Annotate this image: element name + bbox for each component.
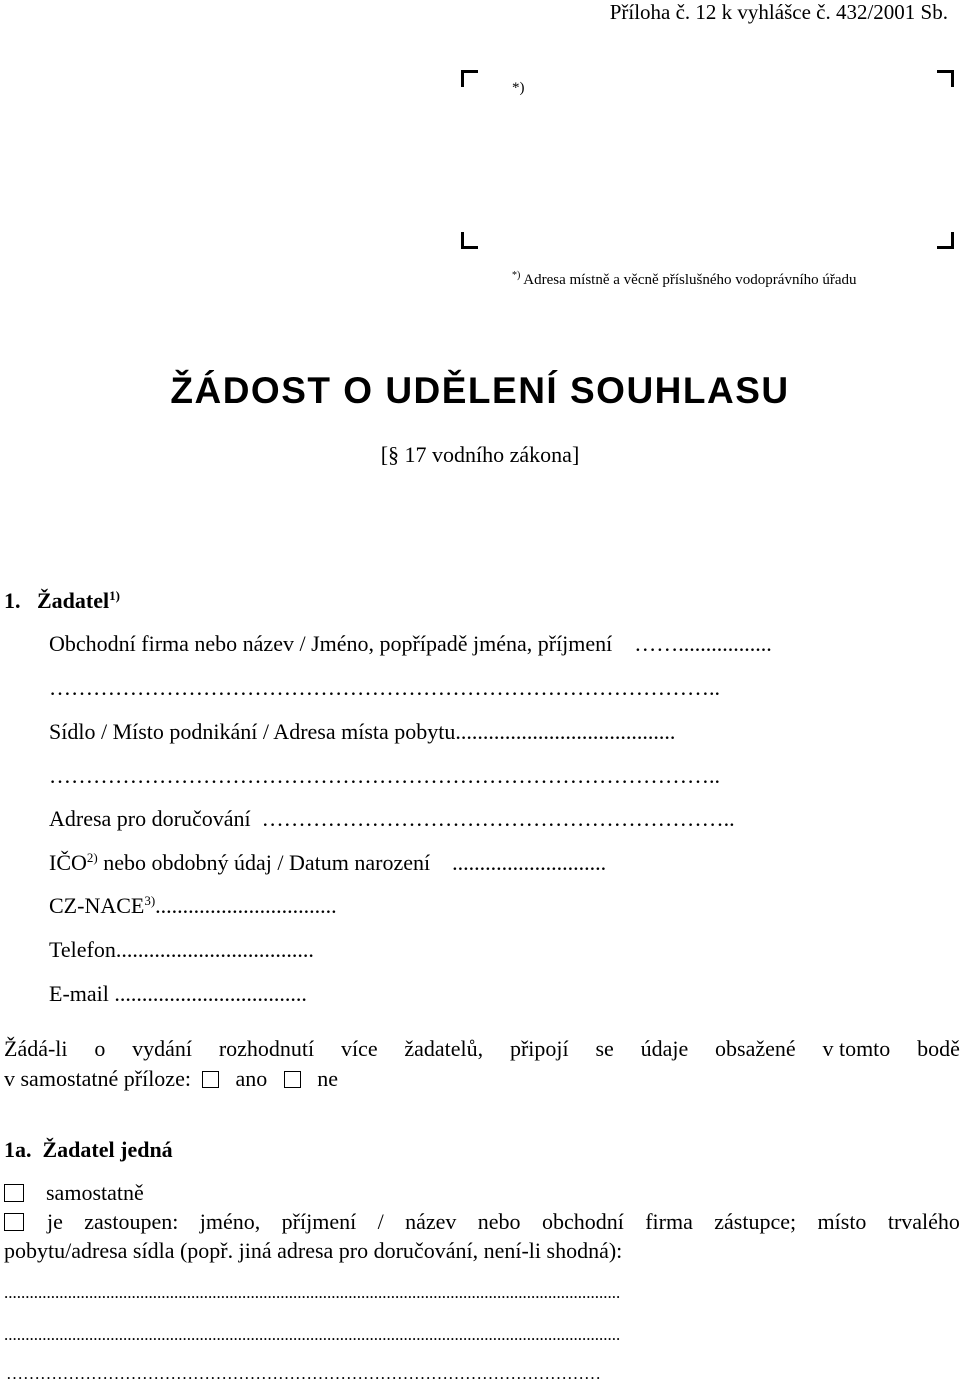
field-registered-address[interactable] [49, 719, 675, 745]
field-label: CZ-NACE [49, 893, 145, 918]
checkbox-represented[interactable] [4, 1213, 24, 1231]
word: připojí [509, 1036, 569, 1061]
word: firma [645, 1209, 693, 1234]
word: vydání [132, 1036, 193, 1061]
word: zastoupen: [84, 1209, 179, 1234]
field-company-id[interactable] [49, 850, 606, 876]
address-box-corner-top-left [461, 70, 478, 87]
section-1-note: 1) [109, 588, 120, 603]
word: je [47, 1209, 63, 1234]
word: zástupce; [714, 1209, 797, 1234]
word: o [94, 1036, 106, 1061]
word: jméno, [199, 1209, 261, 1234]
continuation-line[interactable]: ……………………………………………………………………………….. [49, 675, 720, 700]
word: žadatelů, [404, 1036, 484, 1061]
field-fill[interactable]: ……………………………………………………….. [261, 806, 735, 831]
checkbox-yes[interactable] [202, 1071, 219, 1088]
section-1-title: Žadatel [37, 588, 110, 613]
address-box-corner-bottom-right [937, 232, 954, 249]
checkbox-alone[interactable] [4, 1184, 24, 1202]
word: obchodní [541, 1209, 624, 1234]
footnote-text: Adresa místně a věcně příslušného vodoprávního úřadu [523, 272, 857, 288]
word: trvalého [887, 1209, 960, 1234]
option-alone-row [4, 1180, 144, 1206]
field-cz-nace[interactable] [49, 893, 337, 919]
continuation-line[interactable]: ……………………………………………………………………………….. [49, 763, 720, 788]
word: se [595, 1036, 614, 1061]
represented-start [4, 1209, 63, 1235]
represented-line-1 [4, 1209, 960, 1235]
field-fill[interactable]: ................................. [155, 893, 337, 918]
annex-reference: Příloha č. 12 k vyhlášce č. 432/2001 Sb. [609, 0, 948, 24]
word: název [405, 1209, 457, 1234]
field-label: Sídlo / Místo podnikání / Adresa místa pobytu [49, 719, 456, 744]
section-1-heading [4, 588, 120, 614]
section-1a-heading [4, 1137, 173, 1163]
field-label: nebo obdobný údaj / Datum narození [103, 850, 431, 875]
field-label: E-mail [49, 981, 109, 1006]
section-1-number: 1. [4, 588, 21, 613]
checkbox-yes-label: ano [235, 1066, 268, 1091]
checkbox-no-label: ne [317, 1066, 338, 1091]
word: v tomto [822, 1036, 891, 1061]
page-subtitle: [§ 17 vodního zákona] [380, 442, 580, 467]
word: příjmení [281, 1209, 357, 1234]
word: bodě [917, 1036, 960, 1061]
word: více [340, 1036, 378, 1061]
field-company-name[interactable] [49, 631, 772, 657]
word: rozhodnutí [218, 1036, 315, 1061]
word: v samostatné příloze: [4, 1066, 191, 1091]
word: místo [817, 1209, 867, 1234]
field-note: 2) [86, 850, 98, 865]
word: Žádá-li [4, 1036, 68, 1061]
blank-line-1[interactable]: ................................................................................................................................................. [4, 1283, 621, 1302]
field-label: IČO [49, 850, 87, 875]
multi-applicant-line-1 [4, 1036, 960, 1062]
field-label: Adresa pro doručování [49, 806, 251, 831]
field-phone[interactable] [49, 937, 314, 963]
word: obsažené [715, 1036, 796, 1061]
address-footnote [512, 270, 857, 289]
field-fill[interactable]: ........................................ [455, 719, 676, 744]
word: / [377, 1209, 384, 1234]
address-box-corner-top-right [937, 70, 954, 87]
field-fill[interactable]: .................................... [115, 937, 314, 962]
represented-line-2: pobytu/adresa sídla (popř. jiná adresa pro doručování, není-li shodná): [4, 1238, 623, 1263]
field-email[interactable] [49, 981, 307, 1007]
field-fill[interactable]: ……................. [634, 631, 772, 656]
page-title: ŽÁDOST O UDĚLENÍ SOUHLASU [170, 370, 790, 411]
footnote-mark: *) [512, 270, 521, 281]
word: nebo [477, 1209, 521, 1234]
multi-applicant-line-2 [4, 1066, 960, 1092]
blank-line-3[interactable]: …………………………………………………………………………………………… [6, 1364, 601, 1383]
checkbox-no[interactable] [284, 1071, 301, 1088]
section-1a-number: 1a. [4, 1137, 32, 1162]
option-represented-row [4, 1209, 960, 1264]
field-label: Obchodní firma nebo název / Jméno, popřípadě jména, příjmení [49, 631, 613, 656]
field-fill[interactable]: ................................... [114, 981, 307, 1006]
address-box-asterisk: *) [512, 80, 525, 96]
address-box-corner-bottom-left [461, 232, 478, 249]
blank-line-2[interactable]: ................................................................................................................................................. [4, 1325, 621, 1344]
multi-applicant-paragraph [4, 1036, 960, 1092]
checkbox-alone-label: samostatně [46, 1180, 144, 1205]
field-delivery-address[interactable] [49, 806, 735, 832]
field-label: Telefon [49, 937, 116, 962]
word: údaje [640, 1036, 689, 1061]
field-fill[interactable]: ............................ [452, 850, 607, 875]
field-note: 3) [144, 893, 156, 908]
section-1a-title: Žadatel jedná [42, 1137, 173, 1162]
